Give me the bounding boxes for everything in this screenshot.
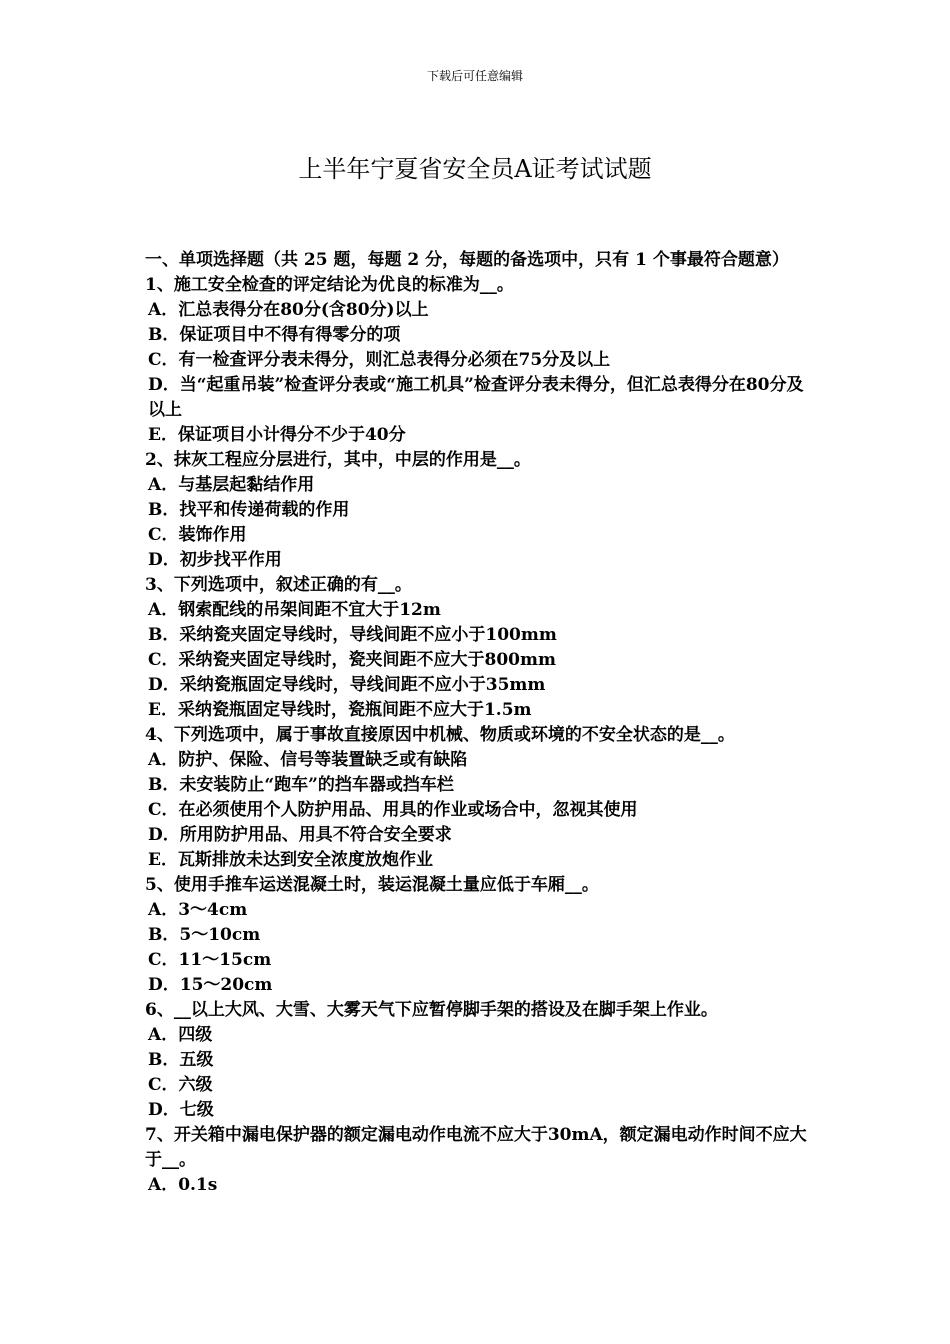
answer-option: D．七级 (148, 1100, 214, 1120)
question-stem: 2、抹灰工程应分层进行，其中，中层的作用是__。 (145, 450, 531, 470)
answer-option: A．四级 (148, 1025, 213, 1045)
answer-option: E．保证项目小计得分不少于40分 (148, 425, 406, 445)
answer-option: D．当“起重吊装”检查评分表或“施工机具”检查评分表未得分，但汇总表得分在80分及以上 (148, 375, 804, 420)
answer-option: A．0.1s (148, 1175, 218, 1195)
question-stem: 3、下列选项中，叙述正确的有__。 (145, 575, 412, 595)
answer-option: B．五级 (148, 1050, 214, 1070)
answer-option: B．未安装防止“跑车”的挡车器或挡车栏 (148, 775, 454, 795)
question-stem: 6、__以上大风、大雪、大雾天气下应暂停脚手架的搭设及在脚手架上作业。 (145, 1000, 718, 1020)
question-list (145, 273, 810, 1198)
answer-option: D．初步找平作用 (148, 550, 282, 570)
answer-option: C．采纳瓷夹固定导线时，瓷夹间距不应大于800mm (148, 650, 556, 670)
answer-option: A．钢索配线的吊架间距不宜大于12m (148, 600, 441, 620)
answer-option: E．采纳瓷瓶固定导线时，瓷瓶间距不应大于1.5m (148, 700, 532, 720)
document-body (145, 248, 810, 1198)
answer-option: B．5～10cm (148, 925, 261, 945)
answer-option: C．有一检查评分表未得分，则汇总表得分必须在75分及以上 (148, 350, 611, 370)
answer-option: B．采纳瓷夹固定导线时，导线间距不应小于100mm (148, 625, 557, 645)
answer-option: A．与基层起黏结作用 (148, 475, 315, 495)
answer-option: C．六级 (148, 1075, 213, 1095)
answer-option: B．保证项目中不得有得零分的项 (148, 325, 401, 345)
answer-option: C．装饰作用 (148, 525, 247, 545)
question-stem: 4、下列选项中，属于事故直接原因中机械、物质或环境的不安全状态的是__。 (145, 725, 735, 745)
document-title: 上半年宁夏省安全员A证考试试题 (298, 155, 652, 183)
answer-option: E．瓦斯排放未达到安全浓度放炮作业 (148, 850, 433, 870)
header-note: 下载后可任意编辑 (426, 69, 523, 83)
answer-option: B．找平和传递荷载的作用 (148, 500, 350, 520)
question-stem: 5、使用手推车运送混凝土时，装运混凝土量应低于车厢__。 (145, 875, 599, 895)
answer-option: D．采纳瓷瓶固定导线时，导线间距不应小于35mm (148, 675, 546, 695)
answer-option: D．15～20cm (148, 975, 273, 995)
question-stem: 1、施工安全检查的评定结论为优良的标准为__。 (145, 275, 514, 295)
question-stem: 7、开关箱中漏电保护器的额定漏电动作电流不应大于30mA，额定漏电动作时间不应大于__。 (145, 1125, 807, 1170)
answer-option: A．3～4cm (148, 900, 248, 920)
answer-option: A．防护、保险、信号等装置缺乏或有缺陷 (148, 750, 468, 770)
answer-option: C．在必须使用个人防护用品、用具的作业或场合中，忽视其使用 (148, 800, 638, 820)
section-heading: 一、单项选择题（共 25 题，每题 2 分，每题的备选项中，只有 1 个事最符合题意） (145, 250, 789, 270)
answer-option: C．11～15cm (148, 950, 272, 970)
answer-option: A．汇总表得分在80分(含80分)以上 (148, 300, 429, 320)
answer-option: D．所用防护用品、用具不符合安全要求 (148, 825, 452, 845)
